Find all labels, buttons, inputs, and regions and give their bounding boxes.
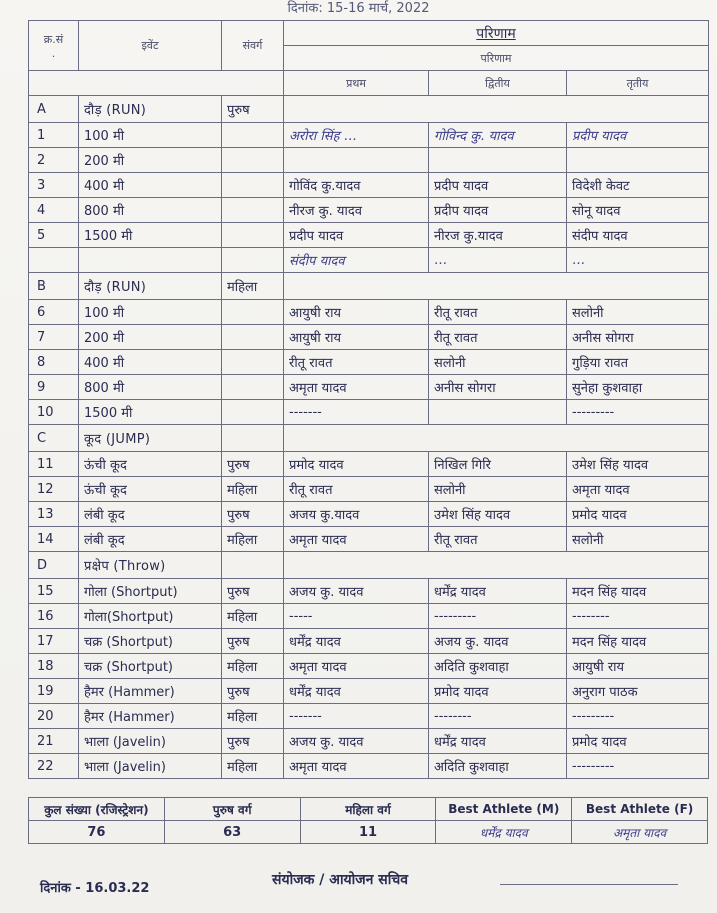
table-row xyxy=(29,173,709,198)
men-category-label: पुरुष वर्ग xyxy=(164,798,300,821)
footer-date: दिनांक - 16.03.22 xyxy=(40,881,150,896)
row-number: 18 xyxy=(29,654,79,679)
table-row xyxy=(29,729,709,754)
table-row xyxy=(29,452,709,477)
section-title: दौड़ (RUN) xyxy=(79,273,222,300)
row-number: 3 xyxy=(29,173,79,198)
second-place-cell: उमेश सिंह यादव xyxy=(429,502,567,527)
women-category-value: 11 xyxy=(300,821,436,844)
header-spacer xyxy=(29,71,284,96)
best-athlete-m-value: धर्मेंद्र यादव xyxy=(436,821,572,844)
best-athlete-f-value: अमृता यादव xyxy=(572,821,708,844)
third-place-cell: --------- xyxy=(567,704,709,729)
second-place-cell: नीरज कु.यादव xyxy=(429,223,567,248)
serial-header: क्र.सं . xyxy=(29,21,79,71)
third-place-cell: --------- xyxy=(567,400,709,425)
event-name: 800 मी xyxy=(79,198,222,223)
row-number: 9 xyxy=(29,375,79,400)
section-gender xyxy=(222,425,284,452)
event-dates: दिनांक: 15-16 मार्च, 2022 xyxy=(287,1,430,16)
section-letter: B xyxy=(29,273,79,300)
total-registration-value: 76 xyxy=(29,821,165,844)
row-number: 7 xyxy=(29,325,79,350)
women-category-label: महिला वर्ग xyxy=(300,798,436,821)
category-cell: महिला xyxy=(222,477,284,502)
category-cell xyxy=(222,173,284,198)
section-letter: C xyxy=(29,425,79,452)
event-name: भाला (Javelin) xyxy=(79,729,222,754)
second-place-cell: --------- xyxy=(429,604,567,629)
category-cell xyxy=(222,375,284,400)
first-place-cell: गोविंद कु.यादव xyxy=(284,173,429,198)
section-gender: पुरुष xyxy=(222,96,284,123)
second-place-cell: प्रदीप यादव xyxy=(429,173,567,198)
table-row xyxy=(29,325,709,350)
table-row xyxy=(29,400,709,425)
third-place-cell: सलोनी xyxy=(567,527,709,552)
third-place-cell: आयुषी राय xyxy=(567,654,709,679)
first-place-cell: अमृता यादव xyxy=(284,754,429,779)
third-place-cell: … xyxy=(567,248,709,273)
total-registration-label: कुल संख्या (रजिस्ट्रेशन) xyxy=(29,798,165,821)
category-cell: पुरुष xyxy=(222,679,284,704)
table-row xyxy=(29,123,709,148)
first-place-cell: अमृता यादव xyxy=(284,527,429,552)
second-place-cell: रीतू रावत xyxy=(429,527,567,552)
event-name: गोला (Shortput) xyxy=(79,579,222,604)
best-athlete-m-label: Best Athlete (M) xyxy=(436,798,572,821)
table-row xyxy=(29,654,709,679)
third-place-cell: अनीस सोगरा xyxy=(567,325,709,350)
row-number: 14 xyxy=(29,527,79,552)
results-subheader: परिणाम xyxy=(284,46,709,71)
table-row xyxy=(29,148,709,173)
row-number: 19 xyxy=(29,679,79,704)
first-place-cell: अजय कु. यादव xyxy=(284,579,429,604)
event-name: 1500 मी xyxy=(79,400,222,425)
table-row xyxy=(29,679,709,704)
first-place-cell: प्रदीप यादव xyxy=(284,223,429,248)
category-cell xyxy=(222,350,284,375)
section-title: कूद (JUMP) xyxy=(79,425,222,452)
table-row xyxy=(29,704,709,729)
first-place-header: प्रथम xyxy=(284,71,429,96)
first-place-cell: आयुषी राय xyxy=(284,325,429,350)
row-number: 15 xyxy=(29,579,79,604)
signature-label: संयोजक / आयोजन सचिव xyxy=(272,872,409,888)
row-number: 4 xyxy=(29,198,79,223)
second-place-cell: अदिति कुशवाहा xyxy=(429,654,567,679)
third-place-cell: अमृता यादव xyxy=(567,477,709,502)
row-number: 16 xyxy=(29,604,79,629)
second-place-cell: अजय कु. यादव xyxy=(429,629,567,654)
first-place-cell: नीरज कु. यादव xyxy=(284,198,429,223)
row-number: 21 xyxy=(29,729,79,754)
section-letter: D xyxy=(29,552,79,579)
summary-value-row xyxy=(29,821,708,844)
section-letter: A xyxy=(29,96,79,123)
table-row xyxy=(29,629,709,654)
section-row xyxy=(29,96,709,123)
category-cell: पुरुष xyxy=(222,502,284,527)
first-place-cell: अमृता यादव xyxy=(284,375,429,400)
signature-line xyxy=(500,884,678,885)
row-number: 8 xyxy=(29,350,79,375)
section-blank xyxy=(284,552,709,579)
section-row xyxy=(29,552,709,579)
first-place-cell xyxy=(284,148,429,173)
second-place-cell: गोविन्द कु. यादव xyxy=(429,123,567,148)
second-place-cell: रीतू रावत xyxy=(429,300,567,325)
event-name: लंबी कूद xyxy=(79,502,222,527)
summary-table xyxy=(28,797,708,844)
category-cell: पुरुष xyxy=(222,579,284,604)
table-row xyxy=(29,350,709,375)
first-place-cell: अमृता यादव xyxy=(284,654,429,679)
first-place-cell: संदीप यादव xyxy=(284,248,429,273)
third-place-cell: गुड़िया रावत xyxy=(567,350,709,375)
row-number: 10 xyxy=(29,400,79,425)
category-cell xyxy=(222,300,284,325)
third-place-cell: विदेशी केवट xyxy=(567,173,709,198)
category-cell xyxy=(222,198,284,223)
second-place-cell: प्रमोद यादव xyxy=(429,679,567,704)
section-blank xyxy=(284,96,709,123)
section-blank xyxy=(284,273,709,300)
best-athlete-f-label: Best Athlete (F) xyxy=(572,798,708,821)
second-place-cell: निखिल गिरि xyxy=(429,452,567,477)
third-place-cell: उमेश सिंह यादव xyxy=(567,452,709,477)
event-name xyxy=(79,248,222,273)
event-name: 1500 मी xyxy=(79,223,222,248)
row-number: 12 xyxy=(29,477,79,502)
event-name: हैमर (Hammer) xyxy=(79,679,222,704)
section-gender xyxy=(222,552,284,579)
third-place-cell: --------- xyxy=(567,754,709,779)
third-place-cell: मदन सिंह यादव xyxy=(567,579,709,604)
event-name: ऊंची कूद xyxy=(79,452,222,477)
table-row xyxy=(29,248,709,273)
first-place-cell: ----- xyxy=(284,604,429,629)
event-name: 200 मी xyxy=(79,325,222,350)
row-number: 6 xyxy=(29,300,79,325)
first-place-cell: धर्मेंद्र यादव xyxy=(284,629,429,654)
category-cell xyxy=(222,123,284,148)
first-place-cell: अजय कु. यादव xyxy=(284,729,429,754)
table-row xyxy=(29,604,709,629)
second-place-cell: रीतू रावत xyxy=(429,325,567,350)
event-name: 400 मी xyxy=(79,350,222,375)
section-title: प्रक्षेप (Throw) xyxy=(79,552,222,579)
category-cell xyxy=(222,248,284,273)
category-header: संवर्ग xyxy=(222,21,284,71)
third-place-cell: प्रमोद यादव xyxy=(567,502,709,527)
table-row xyxy=(29,502,709,527)
third-place-cell: सलोनी xyxy=(567,300,709,325)
third-place-cell: प्रदीप यादव xyxy=(567,123,709,148)
category-cell xyxy=(222,148,284,173)
category-cell: महिला xyxy=(222,604,284,629)
header-row-3 xyxy=(29,71,709,96)
row-number: 20 xyxy=(29,704,79,729)
second-place-cell: धर्मेंद्र यादव xyxy=(429,729,567,754)
first-place-cell: ------- xyxy=(284,400,429,425)
event-name: 100 मी xyxy=(79,123,222,148)
category-cell: पुरुष xyxy=(222,729,284,754)
first-place-cell: आयुषी राय xyxy=(284,300,429,325)
event-name: लंबी कूद xyxy=(79,527,222,552)
category-cell: पुरुष xyxy=(222,452,284,477)
event-name: गोला(Shortput) xyxy=(79,604,222,629)
event-name: 800 मी xyxy=(79,375,222,400)
table-row xyxy=(29,527,709,552)
first-place-cell: ------- xyxy=(284,704,429,729)
third-place-header: तृतीय xyxy=(567,71,709,96)
row-number: 11 xyxy=(29,452,79,477)
second-place-cell: … xyxy=(429,248,567,273)
first-place-cell: अरोरा सिंह … xyxy=(284,123,429,148)
section-gender: महिला xyxy=(222,273,284,300)
section-title: दौड़ (RUN) xyxy=(79,96,222,123)
second-place-cell: अदिति कुशवाहा xyxy=(429,754,567,779)
summary-label-row xyxy=(29,798,708,821)
first-place-cell: प्रमोद यादव xyxy=(284,452,429,477)
category-cell xyxy=(222,325,284,350)
third-place-cell: सोनू यादव xyxy=(567,198,709,223)
second-place-header: द्वितीय xyxy=(429,71,567,96)
results-title: परिणाम xyxy=(284,21,709,46)
category-cell xyxy=(222,400,284,425)
third-place-cell: -------- xyxy=(567,604,709,629)
second-place-cell: सलोनी xyxy=(429,477,567,502)
first-place-cell: रीतू रावत xyxy=(284,350,429,375)
row-number: 17 xyxy=(29,629,79,654)
section-row xyxy=(29,425,709,452)
event-name: भाला (Javelin) xyxy=(79,754,222,779)
table-row xyxy=(29,477,709,502)
category-cell xyxy=(222,223,284,248)
row-number: 1 xyxy=(29,123,79,148)
second-place-cell: सलोनी xyxy=(429,350,567,375)
second-place-cell: धर्मेंद्र यादव xyxy=(429,579,567,604)
event-name: हैमर (Hammer) xyxy=(79,704,222,729)
third-place-cell: संदीप यादव xyxy=(567,223,709,248)
category-cell: महिला xyxy=(222,704,284,729)
event-name: चक्र (Shortput) xyxy=(79,654,222,679)
table-row xyxy=(29,579,709,604)
row-number: 13 xyxy=(29,502,79,527)
men-category-value: 63 xyxy=(164,821,300,844)
event-header: इवेंट xyxy=(79,21,222,71)
row-number xyxy=(29,248,79,273)
third-place-cell: सुनेहा कुशवाहा xyxy=(567,375,709,400)
table-row xyxy=(29,300,709,325)
section-blank xyxy=(284,425,709,452)
second-place-cell: -------- xyxy=(429,704,567,729)
category-cell: महिला xyxy=(222,654,284,679)
table-row xyxy=(29,198,709,223)
table-row xyxy=(29,375,709,400)
event-name: 200 मी xyxy=(79,148,222,173)
category-cell: महिला xyxy=(222,527,284,552)
row-number: 22 xyxy=(29,754,79,779)
event-name: चक्र (Shortput) xyxy=(79,629,222,654)
third-place-cell xyxy=(567,148,709,173)
row-number: 2 xyxy=(29,148,79,173)
event-name: 400 मी xyxy=(79,173,222,198)
second-place-cell: प्रदीप यादव xyxy=(429,198,567,223)
category-cell: पुरुष xyxy=(222,629,284,654)
header-row-1 xyxy=(29,21,709,46)
results-table xyxy=(28,20,709,779)
category-cell: महिला xyxy=(222,754,284,779)
second-place-cell: अनीस सोगरा xyxy=(429,375,567,400)
third-place-cell: मदन सिंह यादव xyxy=(567,629,709,654)
event-name: ऊंची कूद xyxy=(79,477,222,502)
row-number: 5 xyxy=(29,223,79,248)
third-place-cell: प्रमोद यादव xyxy=(567,729,709,754)
first-place-cell: रीतू रावत xyxy=(284,477,429,502)
table-row xyxy=(29,223,709,248)
first-place-cell: अजय कु.यादव xyxy=(284,502,429,527)
event-name: 100 मी xyxy=(79,300,222,325)
second-place-cell xyxy=(429,148,567,173)
first-place-cell: धर्मेंद्र यादव xyxy=(284,679,429,704)
second-place-cell xyxy=(429,400,567,425)
third-place-cell: अनुराग पाठक xyxy=(567,679,709,704)
section-row xyxy=(29,273,709,300)
table-row xyxy=(29,754,709,779)
